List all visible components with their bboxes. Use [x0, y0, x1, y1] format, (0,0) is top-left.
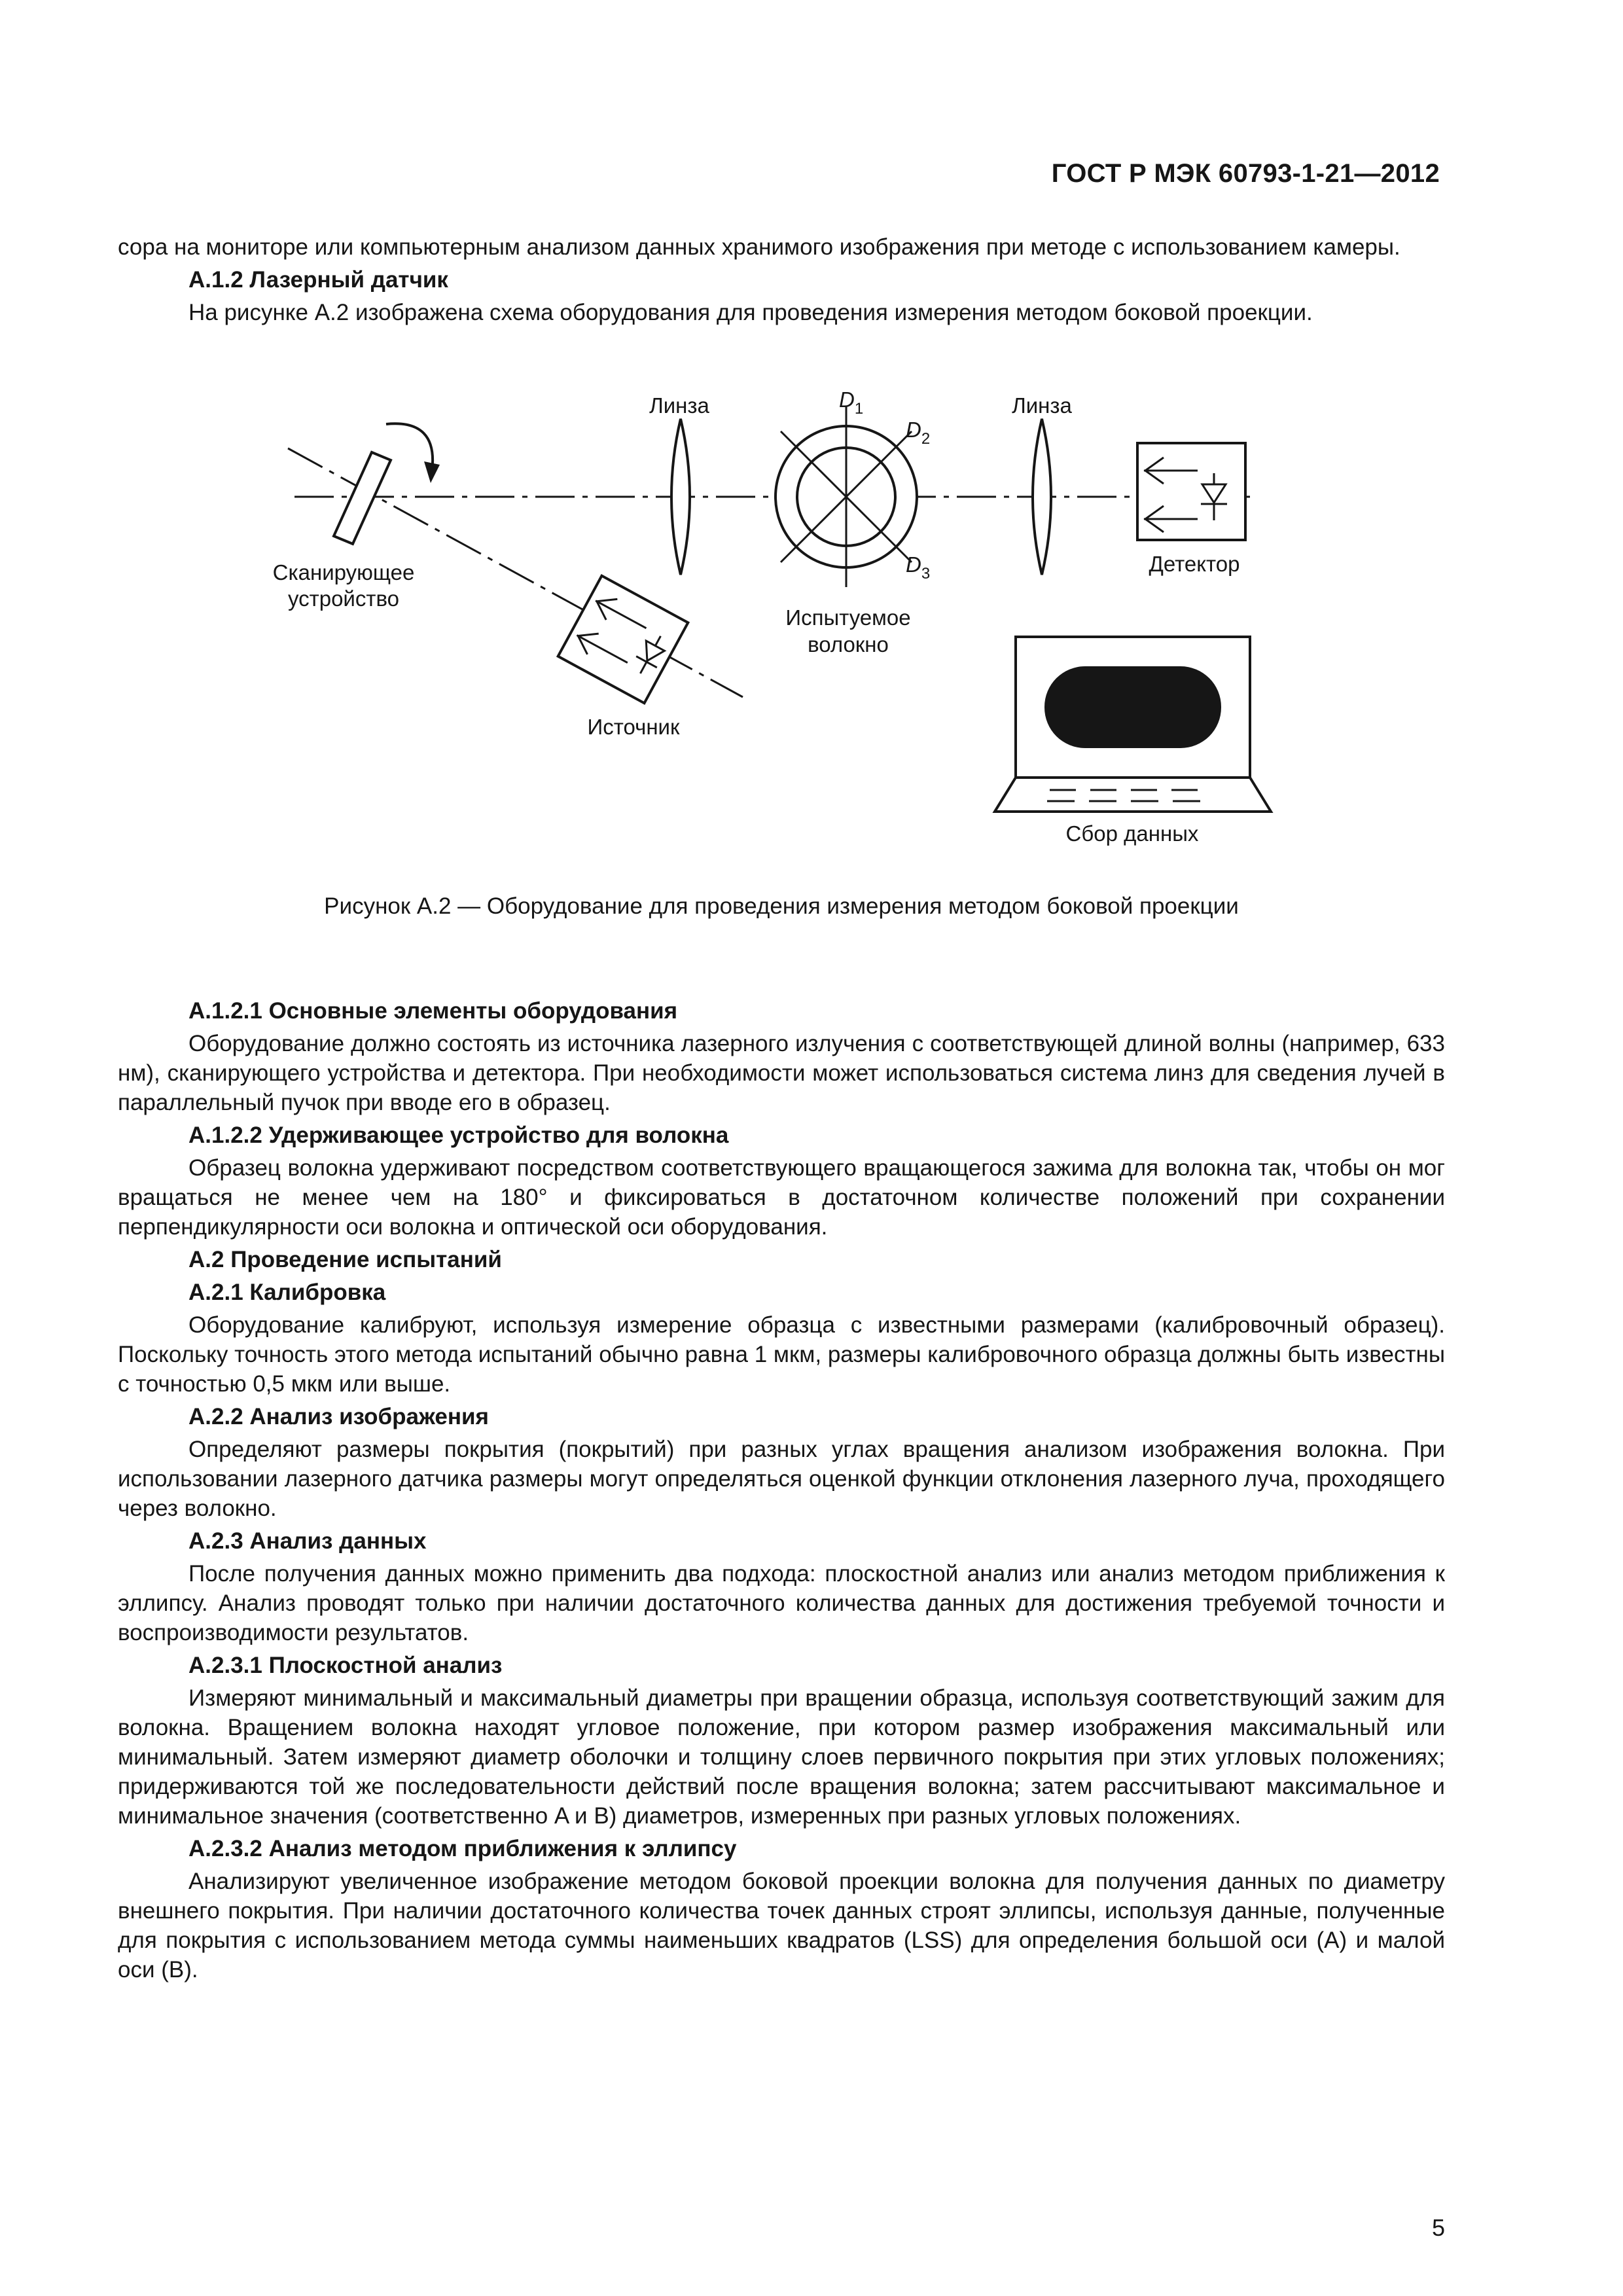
laser-source-icon — [558, 576, 688, 704]
detector-icon — [1137, 443, 1245, 540]
source-label: Источник — [587, 715, 680, 739]
lens-right-label: Линза — [1012, 393, 1072, 418]
lens-left-label: Линза — [649, 393, 709, 418]
section-heading: А.2.3 Анализ данных — [188, 1528, 427, 1554]
scanner-label-line1: Сканирующее — [272, 560, 415, 584]
page-number: 5 — [1431, 2214, 1445, 2241]
section-heading: А.2.3.2 Анализ методом приближения к эллипсу — [188, 1836, 737, 1861]
figure-caption: Рисунок А.2 — Оборудование для проведения измерения методом боковой проекции — [324, 893, 1239, 919]
section-text: Анализируют увеличенное изображение методом боковой проекции волокна для получения данных по диаметру внешнего покрытия. При наличии достаточного количества точек данных строят эллипсы, используя данные, полученные для покрытия с использованием метода суммы наименьших квадратов (LSS) для определения большой оси (A) и малой оси (B). — [118, 1869, 1445, 1982]
section-heading-a-1-2: А.1.2 Лазерный датчик — [188, 267, 448, 293]
d3-label: D3 — [906, 552, 931, 583]
intro-block — [118, 232, 1445, 331]
section-text: Оборудование должно состоять из источника лазерного излучения с соответствующей длиной волны (например, 633 нм), сканирующего устройства и детектора. При необходимости может использоваться система линз для сведения лучей в параллельный пучок при вводе его в образец. — [118, 1031, 1445, 1115]
data-collection-label: Сбор данных — [1065, 821, 1199, 846]
detector-label: Детектор — [1149, 552, 1240, 576]
standard-id-header: ГОСТ Р МЭК 60793-1-21—2012 — [1051, 159, 1440, 188]
tested-fiber-icon — [776, 406, 917, 587]
section-text: После получения данных можно применить два подхода: плоскостной анализ или анализ методом приближения к эллипсу. Анализ проводят только при наличии достаточного количества данных для достижения требуемой точности и воспроизводимости результатов. — [118, 1561, 1445, 1645]
data-collection-laptop-icon — [995, 637, 1271, 812]
left-lens-icon — [671, 419, 690, 575]
scanner-label-line2: устройство — [287, 586, 400, 611]
right-lens-icon — [1033, 419, 1051, 575]
continuation-paragraph: сора на мониторе или компьютерным анализом данных хранимого изображения при методе с использованием камеры. — [118, 234, 1400, 260]
section-text: Оборудование калибруют, используя измерение образца с известными размерами (калибровочный образец). Поскольку точность этого метода испытаний обычно равна 1 мкм, размеры калибровочного образца должны быть известны с точностью 0,5 мкм или выше. — [118, 1312, 1445, 1397]
section-heading: А.2.2 Анализ изображения — [188, 1404, 489, 1429]
section-heading: А.1.2.1 Основные элементы оборудования — [188, 998, 678, 1024]
section-text: Измеряют минимальный и максимальный диаметры при вращении образца, используя соответствующий зажим для волокна. Вращением волокна находят угловое положение, при котором размер изображения максимальный или минимальный. Затем измеряют диаметр оболочки и толщину слоев первичного покрытия при этих угловых положениях; придерживаются той же последовательности действий после вращения волокна; затем рассчитывают максимальное и минимальное значения (соответственно A и B) диаметров, измеренных при разных угловых положениях. — [118, 1685, 1445, 1829]
section-heading: А.2 Проведение испытаний — [188, 1247, 502, 1272]
sections-block — [118, 996, 1445, 1988]
d1-label: D1 — [839, 387, 864, 418]
section-text-a-1-2: На рисунке А.2 изображена схема оборудования для проведения измерения методом боковой проекции. — [188, 300, 1313, 325]
equipment-diagram — [249, 380, 1335, 857]
rotation-arrow-icon — [386, 423, 440, 483]
section-heading: А.2.1 Калибровка — [188, 1280, 386, 1305]
section-heading: А.2.3.1 Плоскостной анализ — [188, 1653, 503, 1678]
section-heading: А.1.2.2 Удерживающее устройство для волокна — [188, 1122, 729, 1148]
d2-label: D2 — [906, 418, 931, 448]
fiber-label-line2: волокно — [808, 632, 889, 656]
section-text: Определяют размеры покрытия (покрытий) при разных углах вращения анализом изображения волокна. При использовании лазерного датчика размеры могут определяться оценкой функции отклонения лазерного луча, проходящего через волокно. — [118, 1437, 1445, 1521]
fiber-label-line1: Испытуемое — [785, 605, 911, 630]
section-text: Образец волокна удерживают посредством соответствующего вращающегося зажима для волокна так, чтобы он мог вращаться не менее чем на 180° и фиксироваться в достаточном количестве положений при сохранении перпендикулярности оси волокна и оптической оси оборудования. — [118, 1155, 1445, 1240]
figure-a2 — [249, 380, 1335, 857]
scanning-mirror — [334, 452, 391, 544]
